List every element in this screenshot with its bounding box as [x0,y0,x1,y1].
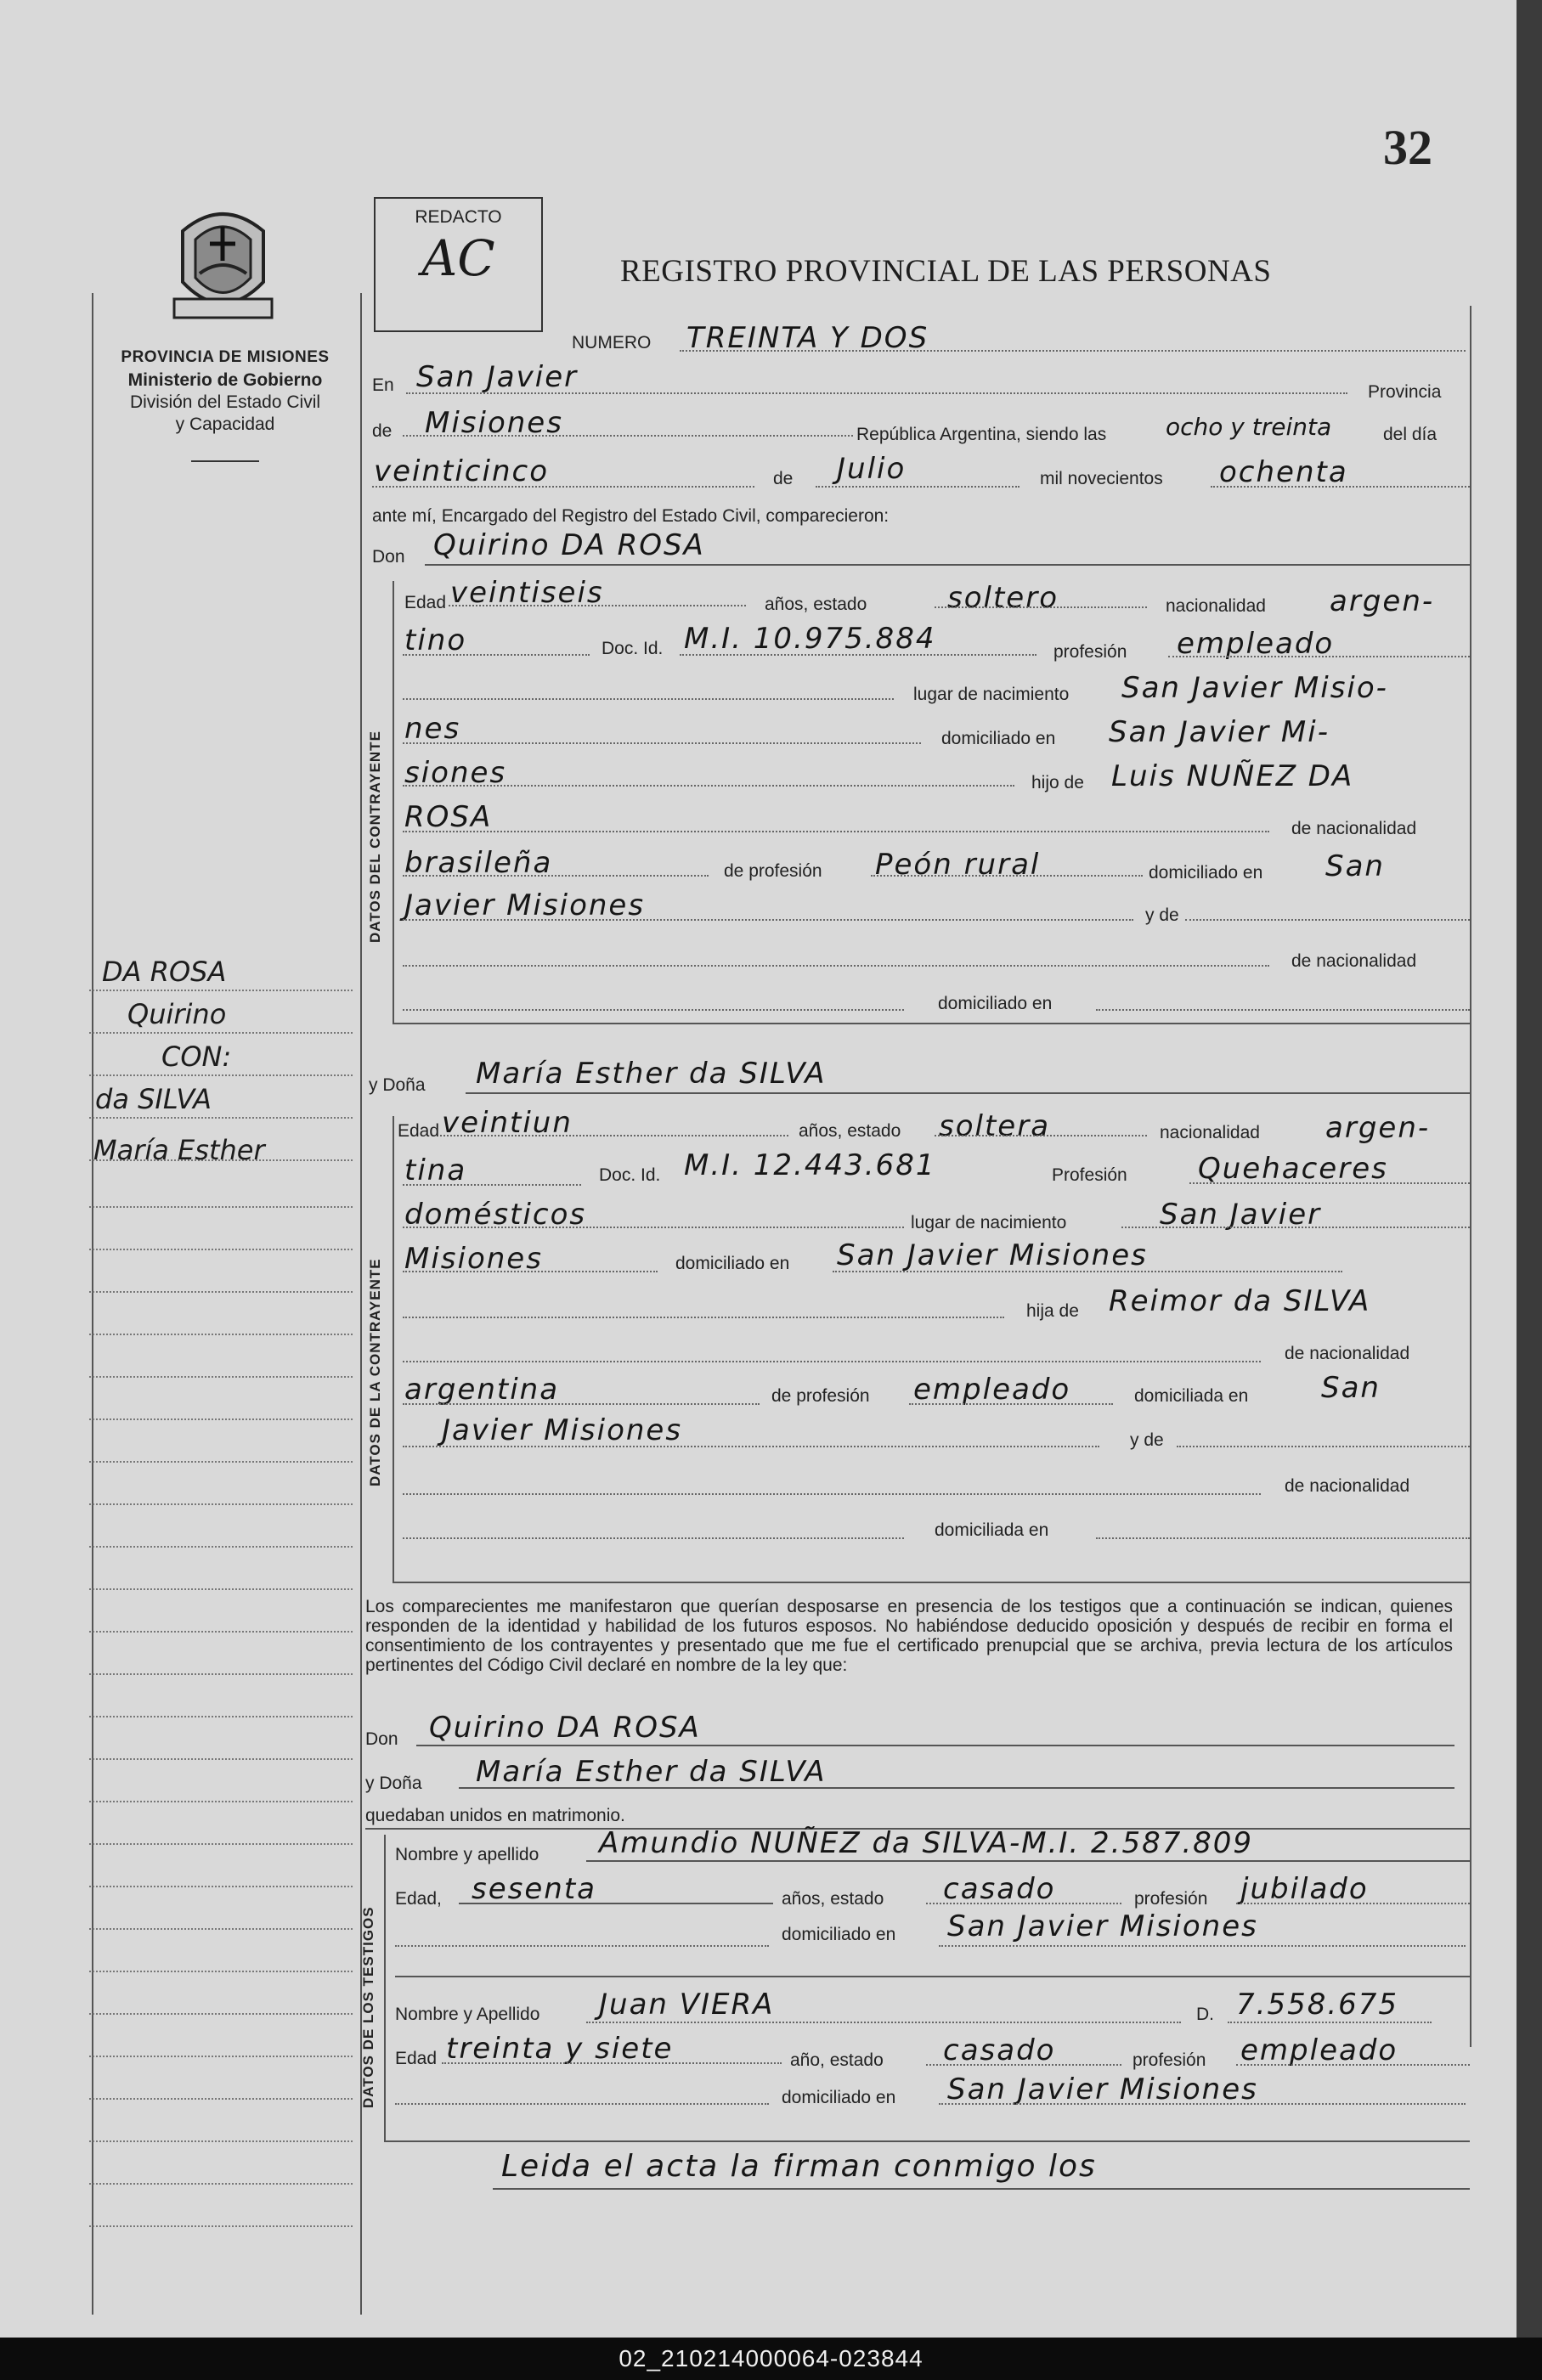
witness1-domicilio: San Javier Misiones [947,1909,1258,1943]
bride-nac-1: argen- [1325,1111,1431,1145]
margin-note-line: María Esther [93,1134,265,1166]
bride-profesion-2: domésticos [404,1198,587,1232]
margin-line [89,1074,353,1076]
ante-mi-label: ante mí, Encargado del Registro del Estado Civil, comparecieron: [372,506,890,526]
del-dia-label: del día [1383,425,1438,444]
fill-line [459,1903,773,1904]
y-dona-label: y Doña [369,1075,426,1095]
groom-estado: soltero [947,581,1059,615]
fill-line [909,1403,1113,1405]
province-label: PROVINCIA DE MISIONES [121,348,330,366]
margin-line [89,1291,353,1293]
margin-line [89,1334,353,1335]
margin-line [89,990,353,991]
coat-of-arms-icon [166,197,280,324]
witness2-doc: 7.558.675 [1236,1988,1399,2022]
bride-domicilio: San Javier Misiones [837,1238,1148,1272]
anios-estado-label: años, estado [765,595,867,614]
witness2-profesion: empleado [1240,2033,1398,2067]
fill-line [403,1184,581,1186]
ministry-header [93,348,357,462]
groom-padre-1: Luis NUÑEZ DA [1111,759,1354,793]
fill-line [395,1945,769,1947]
edad-label-2: Edad [398,1121,440,1141]
doc-id-label-2: Doc. Id. [599,1165,661,1185]
fill-line [403,1403,760,1405]
margin-line [89,2225,353,2227]
domiciliado-en-label-6: domiciliado en [782,2088,896,2107]
lugar-nacimiento-label: lugar de nacimiento [913,685,1070,704]
edad-label-3: Edad, [395,1889,442,1909]
fill-line [926,2064,1121,2066]
section-rule [393,1582,1470,1583]
profesion-label-2: profesión [1134,1889,1208,1909]
fill-line [403,742,921,744]
margin-line [89,1843,353,1845]
nacionalidad-label-2: nacionalidad [1160,1123,1260,1142]
fill-line [395,2103,769,2105]
fill-line [1096,1009,1470,1011]
margin-note-line: da SILVA [95,1083,212,1115]
profesion-label-3: profesión [1132,2050,1206,2070]
fill-line [935,606,1147,608]
groom-domicilio-1: San Javier Mi- [1109,715,1330,749]
fill-line [926,1903,1121,1904]
domiciliada-en-label: domiciliada en [1134,1386,1249,1406]
hijo-de-label: hijo de [1031,773,1084,792]
profesion-label: profesión [1053,642,1127,662]
de-profesion-label: de profesión [724,861,822,881]
hija-de-label: hija de [1026,1301,1079,1321]
fill-line [586,1860,1470,1862]
groom-section-label: DATOS DEL CONTRAYENTE [367,730,383,943]
nombre-apellido-label: Nombre y apellido [395,1845,539,1864]
ministry-label: Ministerio de Gobierno [127,370,323,390]
republica-label: República Argentina, siendo las [856,425,1107,444]
en-label: En [372,375,394,395]
witness1-edad: sesenta [472,1872,596,1906]
fill-line [403,1361,1261,1362]
fill-line [939,1945,1466,1947]
fill-line [403,1537,904,1539]
declaration-paragraph: Los comparecientes me manifestaron que querían desposarse en presencia de los testigos que a continuación se indican, quienes responden de la identidad y habilidad de los futuros esposos. No habiéndose deducido oposición y después de recibir en forma el consentimiento de los contrayentes y presentado que me fue el certificado prenupcial que se archiva, previa lectura de los artículos pertinentes del Código Civil declaré en nombre de la ley que: [365,1597,1453,1675]
de-month-label: de [773,469,794,488]
fill-line [403,1227,904,1228]
fill-line [403,1317,1004,1318]
bride-padre-dom-1: San [1321,1371,1381,1405]
margin-line [89,2183,353,2185]
margin-line [89,1418,353,1420]
witness-section-label: DATOS DE LOS TESTIGOS [360,1906,376,2108]
margin-line [89,2013,353,2015]
bride-padre-dom-2: Javier Misiones [442,1413,683,1447]
margin-line [89,2056,353,2057]
fill-line [403,785,1014,787]
don-label: Don [372,547,405,567]
divider [191,460,259,462]
margin-line [89,1631,353,1633]
fill-line [466,1092,1470,1094]
groom-padre-prof: Peón rural [875,848,1041,882]
y-de-label: y de [1145,905,1179,925]
groom-padre-dom-2: Javier Misiones [404,888,646,922]
fill-line [403,965,1269,967]
fill-line [1096,1537,1470,1539]
de-nacionalidad-label: de nacionalidad [1291,819,1417,838]
margin-line [89,1461,353,1463]
witness2-edad: treinta y siete [446,2032,674,2066]
bride-estado: soltera [939,1109,1051,1143]
fill-line [416,1745,1454,1746]
y-de-label-2: y de [1130,1430,1164,1450]
groom-name: Quirino DA ROSA [433,528,705,562]
domiciliado-en-label-2: domiciliado en [1149,863,1263,883]
witness1-name: Amundio NUÑEZ da SILVA-M.I. 2.587.809 [599,1826,1254,1860]
margin-note-line: CON: [161,1041,232,1073]
fill-line [403,654,590,656]
section-bar [393,581,394,1023]
de-value: Misiones [425,406,563,440]
anio-estado-label: año, estado [790,2050,884,2070]
quedaban-label: quedaban unidos en matrimonio. [365,1806,625,1825]
margin-line [89,2140,353,2142]
fill-line [586,2022,1181,2023]
fill-line [493,2188,1470,2190]
fill-line [1189,1182,1470,1184]
fill-line [680,350,1466,352]
mes-value: Julio [837,452,907,486]
provincia-label: Provincia [1368,382,1442,402]
lugar-nacimiento-label-2: lugar de nacimiento [911,1213,1067,1232]
left-margin-rule [92,293,93,2315]
fill-line [395,1976,1470,1977]
d-label: D. [1196,2005,1214,2024]
fill-line [403,1271,658,1272]
edad-label: Edad [404,593,447,612]
bride-name: María Esther da SILVA [476,1057,827,1091]
margin-line [89,1546,353,1548]
dia-value: veinticinco [374,454,549,488]
closing-text: Leida el acta la firman conmigo los [501,2149,1097,2184]
domiciliada-en-label-2: domiciliada en [935,1520,1049,1540]
groom-nac-1: argen- [1330,584,1435,618]
margin-line [89,1928,353,1930]
fill-line [403,1493,1261,1495]
don-final: Quirino DA ROSA [429,1711,701,1745]
doc-id-label: Doc. Id. [602,639,664,658]
margin-line [89,1758,353,1760]
groom-padre-nac: brasileña [404,846,553,880]
bride-edad: veintiun [442,1106,573,1140]
fill-line [935,1135,1147,1136]
edad-label-4: Edad [395,2049,438,2068]
fill-line [403,698,894,700]
groom-padre-2: ROSA [404,800,493,834]
domiciliado-en-label: domiciliado en [941,729,1056,748]
division-label: División del Estado Civil [129,392,321,412]
nacionalidad-label: nacionalidad [1166,596,1266,616]
section-rule [393,1023,1470,1024]
don-label-2: Don [365,1729,398,1749]
groom-doc: M.I. 10.975.884 [684,622,936,656]
margin-line [89,1588,353,1590]
bride-nac-2: tina [404,1153,467,1187]
bride-section-label: DATOS DE LA CONTRAYENTE [367,1258,383,1486]
redacto-initials: AC [421,229,495,287]
margin-line [89,1886,353,1887]
fill-line [403,875,709,877]
margin-line [89,2098,353,2100]
fill-line [871,875,1143,877]
groom-domicilio-2: siones [404,756,507,790]
de-nacionalidad-label-4: de nacionalidad [1285,1476,1410,1496]
bride-doc: M.I. 12.443.681 [684,1148,936,1182]
numero-value: TREINTA Y DOS [686,321,929,355]
fill-line [403,1446,1099,1447]
groom-lugar-1: San Javier Misio- [1121,671,1388,705]
witness2-estado: casado [943,2033,1056,2067]
fill-line [406,392,1347,394]
fill-line [1236,2064,1470,2066]
fill-line [403,435,853,437]
bride-lugar-2: Misiones [404,1242,543,1276]
fill-line [1121,1227,1470,1228]
margin-line [89,1801,353,1802]
de-label: de [372,421,393,441]
section-bar [384,1835,386,2140]
fill-line [680,654,1036,656]
de-profesion-label-2: de profesión [771,1386,870,1406]
witness1-profesion: jubilado [1240,1872,1369,1906]
margin-line [89,1117,353,1119]
bride-lugar-1: San Javier [1160,1198,1322,1232]
image-footer-id: 02_210214000064-023844 [0,2338,1542,2380]
de-nacionalidad-label-3: de nacionalidad [1285,1344,1410,1363]
division-label-2: y Capacidad [175,415,275,434]
fill-line [440,1135,788,1136]
de-nacionalidad-label-2: de nacionalidad [1291,951,1417,971]
fill-line [403,1009,904,1011]
fill-line [939,2103,1466,2105]
nombre-apellido-label-2: Nombre y Apellido [395,2005,540,2024]
dona-final: María Esther da SILVA [476,1755,827,1789]
margin-line [89,1503,353,1505]
page-number: 32 [1383,120,1432,175]
margin-line [89,1032,353,1034]
fill-line [372,486,754,488]
margin-line [89,1971,353,1972]
redacto-label: REDACTO [415,207,502,227]
fill-line [1228,2022,1432,2023]
fill-line [1211,486,1470,488]
witness1-estado: casado [943,1872,1056,1906]
fill-line [833,1271,1342,1272]
section-bar [393,1116,394,1583]
margin-line [89,1673,353,1675]
document-title: REGISTRO PROVINCIAL DE LAS PERSONAS [620,254,1272,289]
redacto-box [374,197,543,332]
groom-lugar-2: nes [404,712,461,746]
groom-padre-dom-1: San [1325,849,1385,883]
domiciliado-en-label-3: domiciliado en [938,994,1053,1013]
fill-line [1168,656,1470,657]
margin-line [89,1249,353,1250]
mil-novecientos-label: mil novecientos [1040,469,1163,488]
witness2-domicilio: San Javier Misiones [947,2073,1258,2106]
numero-label: NUMERO [572,333,652,352]
anios-estado-label-3: años, estado [782,1889,884,1909]
fill-line [403,919,1133,921]
groom-edad: veintiseis [450,576,604,610]
fill-line [1185,919,1470,921]
fill-line [425,564,1470,566]
bride-padre: Reimor da SILVA [1109,1284,1371,1318]
margin-note-line: DA ROSA [102,956,227,988]
fill-line [449,605,746,606]
groom-nac-2: tino [404,623,467,657]
domiciliado-en-label-5: domiciliado en [782,1925,896,1944]
margin-note-line: Quirino [127,998,227,1030]
siendo-las-value: ocho y treinta [1166,413,1332,441]
right-margin-rule [1470,306,1471,2047]
section-rule [384,2140,1470,2142]
fill-line [816,486,1020,488]
fill-line [403,831,1269,832]
witness2-name: Juan VIERA [599,1988,775,2022]
fill-line [459,1787,1454,1789]
fill-line [442,2062,782,2064]
profesion-cap-label: Profesión [1052,1165,1127,1185]
en-value: San Javier [416,360,579,394]
groom-profesion: empleado [1177,627,1335,661]
bride-profesion: Quehaceres [1198,1152,1388,1186]
margin-line [89,1206,353,1208]
fill-line [1177,1446,1470,1447]
anio-value: ochenta [1219,455,1348,489]
bride-padre-nac: argentina [404,1373,560,1407]
margin-line [89,1716,353,1717]
domiciliado-en-label-4: domiciliado en [675,1254,790,1273]
margin-line [89,1376,353,1378]
y-dona-label-2: y Doña [365,1774,422,1793]
fill-line [1236,1903,1470,1904]
anios-estado-label-2: años, estado [799,1121,901,1141]
bride-padre-prof: empleado [913,1373,1071,1407]
